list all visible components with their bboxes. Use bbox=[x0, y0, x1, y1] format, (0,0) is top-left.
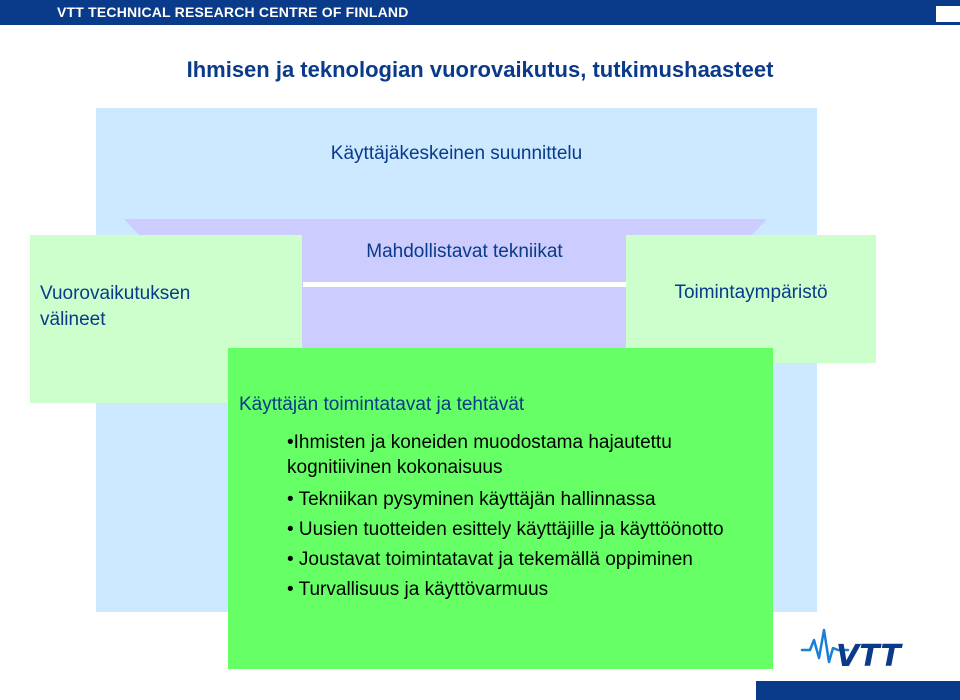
corner-mark bbox=[936, 6, 960, 22]
list-item: • Turvallisuus ja käyttövarmuus bbox=[287, 579, 549, 600]
list-item: • Joustavat toimintatavat ja tekemällä oppiminen bbox=[287, 549, 693, 570]
vtt-logo-text: VTT bbox=[836, 639, 901, 674]
vtt-logo-icon bbox=[800, 624, 915, 674]
user-practices-title: Käyttäjän toimintatavat ja tehtävät bbox=[239, 394, 525, 415]
operating-environment-label: Toimintaympäristö bbox=[674, 282, 828, 303]
funnel-divider bbox=[303, 282, 626, 287]
interaction-tools-label-line2: välineet bbox=[40, 309, 106, 330]
slide-title: Ihmisen ja teknologian vuorovaikutus, tutkimushaasteet bbox=[186, 57, 774, 82]
user-centered-design-label: Käyttäjäkeskeinen suunnittelu bbox=[330, 143, 583, 164]
interaction-tools-label-line1: Vuorovaikutuksen bbox=[40, 283, 191, 304]
footer-bar bbox=[756, 681, 960, 700]
org-name: VTT TECHNICAL RESEARCH CENTRE OF FINLAND bbox=[57, 4, 409, 20]
list-item: • Uusien tuotteiden esittely käyttäjille ja käyttöönotto bbox=[287, 519, 724, 540]
interaction-tools-label bbox=[40, 281, 190, 333]
research-challenges-list bbox=[287, 430, 767, 605]
list-item: •Ihmisten ja koneiden muodostama hajautettu kognitiivinen kokonaisuus bbox=[287, 432, 672, 478]
enabling-technologies-label: Mahdollistavat tekniikat bbox=[366, 241, 563, 262]
header-bar bbox=[0, 0, 960, 25]
list-item: • Tekniikan pysyminen käyttäjän hallinnassa bbox=[287, 489, 656, 510]
